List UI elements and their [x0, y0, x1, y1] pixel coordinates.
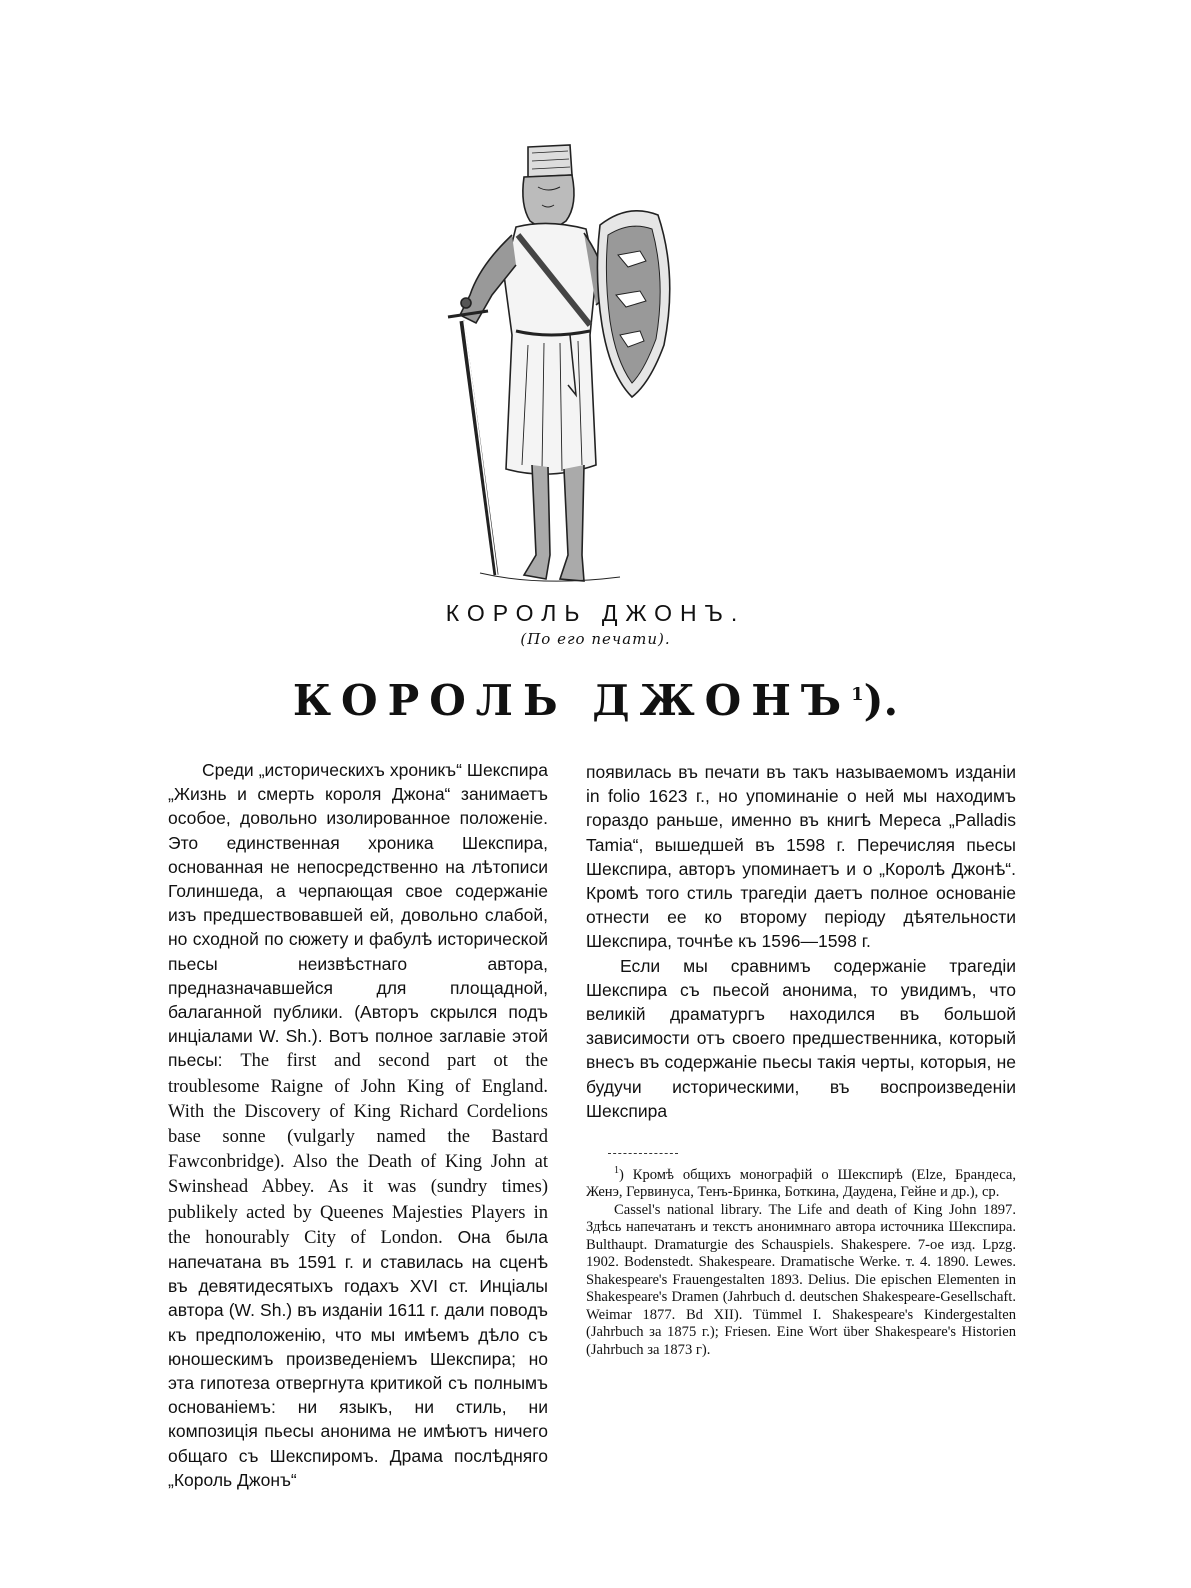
- right-paragraph-1: появилась въ печати въ такъ называемомъ изданіи in folio 1623 г., но упоминаніе о ней мы находимъ гораздо раньше, именно въ книгѣ Мереса „Palladis Tamia“, вышедшей въ 1598 г. Перечисляя пьесы Шекспира, авторъ упоминаетъ и о „Королѣ Джонѣ“. Кромѣ того стиль трагедіи даетъ полное основаніе отнести ее ко второму періоду дѣятельности Шекспира, точнѣе къ 1596—1598 г.: [586, 762, 1016, 952]
- play-full-title: The first and second part ot the troublesome Raigne of John King of England. With the Discovery of King Richard Cordelions base sonne (vulgarly named the Bastard Fawconbridge). Also the Death of King John at Swinshead Abbey. As it was (sundry times) publikely acted by Queenes Majesties Players in the honourably City of London.: [168, 1051, 548, 1248]
- footnote-paragraph-2: Cassel's national library. The Life and death of King John 1897. Здѣсь напечатанъ и текстъ анонимнаго автора источника Шекспира. Bulthaupt. Dramaturgie des Schauspiels. Shakespere. 7-ое изд. Lpzg. 1902. Bodenstedt. Shakespeare. Dramatische Werke. т. 4. 1890. Lewes. Shakespeare's Frauengestalten 1893. Delius. Die epischen Elementen in Shakespeare's Dramen (Jahrbuch d. deutschen Shakespeare-Gesellschaft. Weimar 1877. Bd XII). Tümmel I. Shakespeare's Kindergestalten (Jahrbuch за 1875 г.); Friesen. Eine Wort über Shakespeare's Historien (Jahrbuch за 1873 г).: [586, 1201, 1016, 1358]
- footnote-paragraph-1: [586, 1162, 1016, 1202]
- footnote: [586, 1162, 1016, 1359]
- knight-with-shield-icon: [420, 135, 710, 595]
- knight-illustration: [420, 135, 710, 595]
- footnote-mark: 1: [614, 1165, 619, 1176]
- right-paragraph-2: Если мы сравнимъ содержаніе трагедіи Шекспира съ пьесой анонима, то увидимъ, что великій драматургъ находился въ большой зависимости отъ своего предшественника, который внесъ въ содержаніе пьесы такія черты, которыя, не будучи историческими, въ воспроизведеніи Шекспира: [586, 955, 1016, 1121]
- footnote-divider: [608, 1153, 678, 1154]
- figure-caption: КОРОЛЬ ДЖОНЪ.: [445, 600, 746, 626]
- left-column: [168, 758, 548, 1492]
- chapter-title: [0, 676, 1191, 725]
- left-paragraph-ru: Среди „историческихъ хроникъ“ Шекспира „Жизнь и смерть короля Джона“ занимаетъ особое, довольно изолированное положеніе. Это единственная хроника Шекспира, основанная не непосредственно на лѣтописи Голиншеда, а черпающая свое содержаніе изъ предшествовавшей ей, довольно слабой, но сходной по сюжету и фабулѣ исторической пьесы неизвѣстнаго автора, предназначавшейся для площадной, балаганной публики. (Авторъ скрылся подъ инціалами W. Sh.). Вотъ полное заглавіе этой пьесы:: [168, 760, 548, 1071]
- chapter-title-text: КОРОЛЬ ДЖОНЪ: [292, 676, 852, 725]
- right-column: [586, 760, 1016, 1123]
- chapter-title-close: ).: [863, 676, 899, 725]
- footnote-reference: 1: [851, 684, 864, 705]
- footnote-text-1: ) Кромѣ общихъ монографій о Шекспирѣ (Elze, Брандеса, Женэ, Гервинуса, Тенъ-Бринка, Боткина, Даудена, Гейне и др.), ср.: [586, 1166, 1016, 1201]
- figure-subcaption: (По его печати).: [520, 630, 671, 648]
- left-paragraph-tail: Она была напечатана въ 1591 г. и ставилась на сценѣ въ девятидесятыхъ годахъ XVI ст. Инціалы автора (W. Sh.) въ изданіи 1611 г. дали поводъ къ предположенію, что мы имѣемъ дѣло съ юношескимъ произведеніемъ Шекспира; но эта гипотеза отвергнута критикой съ полнымъ основаніемъ: ни языкъ, ни стиль, ни композиція пьесы анонима не имѣютъ ничего общаго съ Шекспиромъ. Драма послѣдняго „Король Джонъ“: [168, 1226, 548, 1490]
- left-paragraph: [168, 758, 548, 1492]
